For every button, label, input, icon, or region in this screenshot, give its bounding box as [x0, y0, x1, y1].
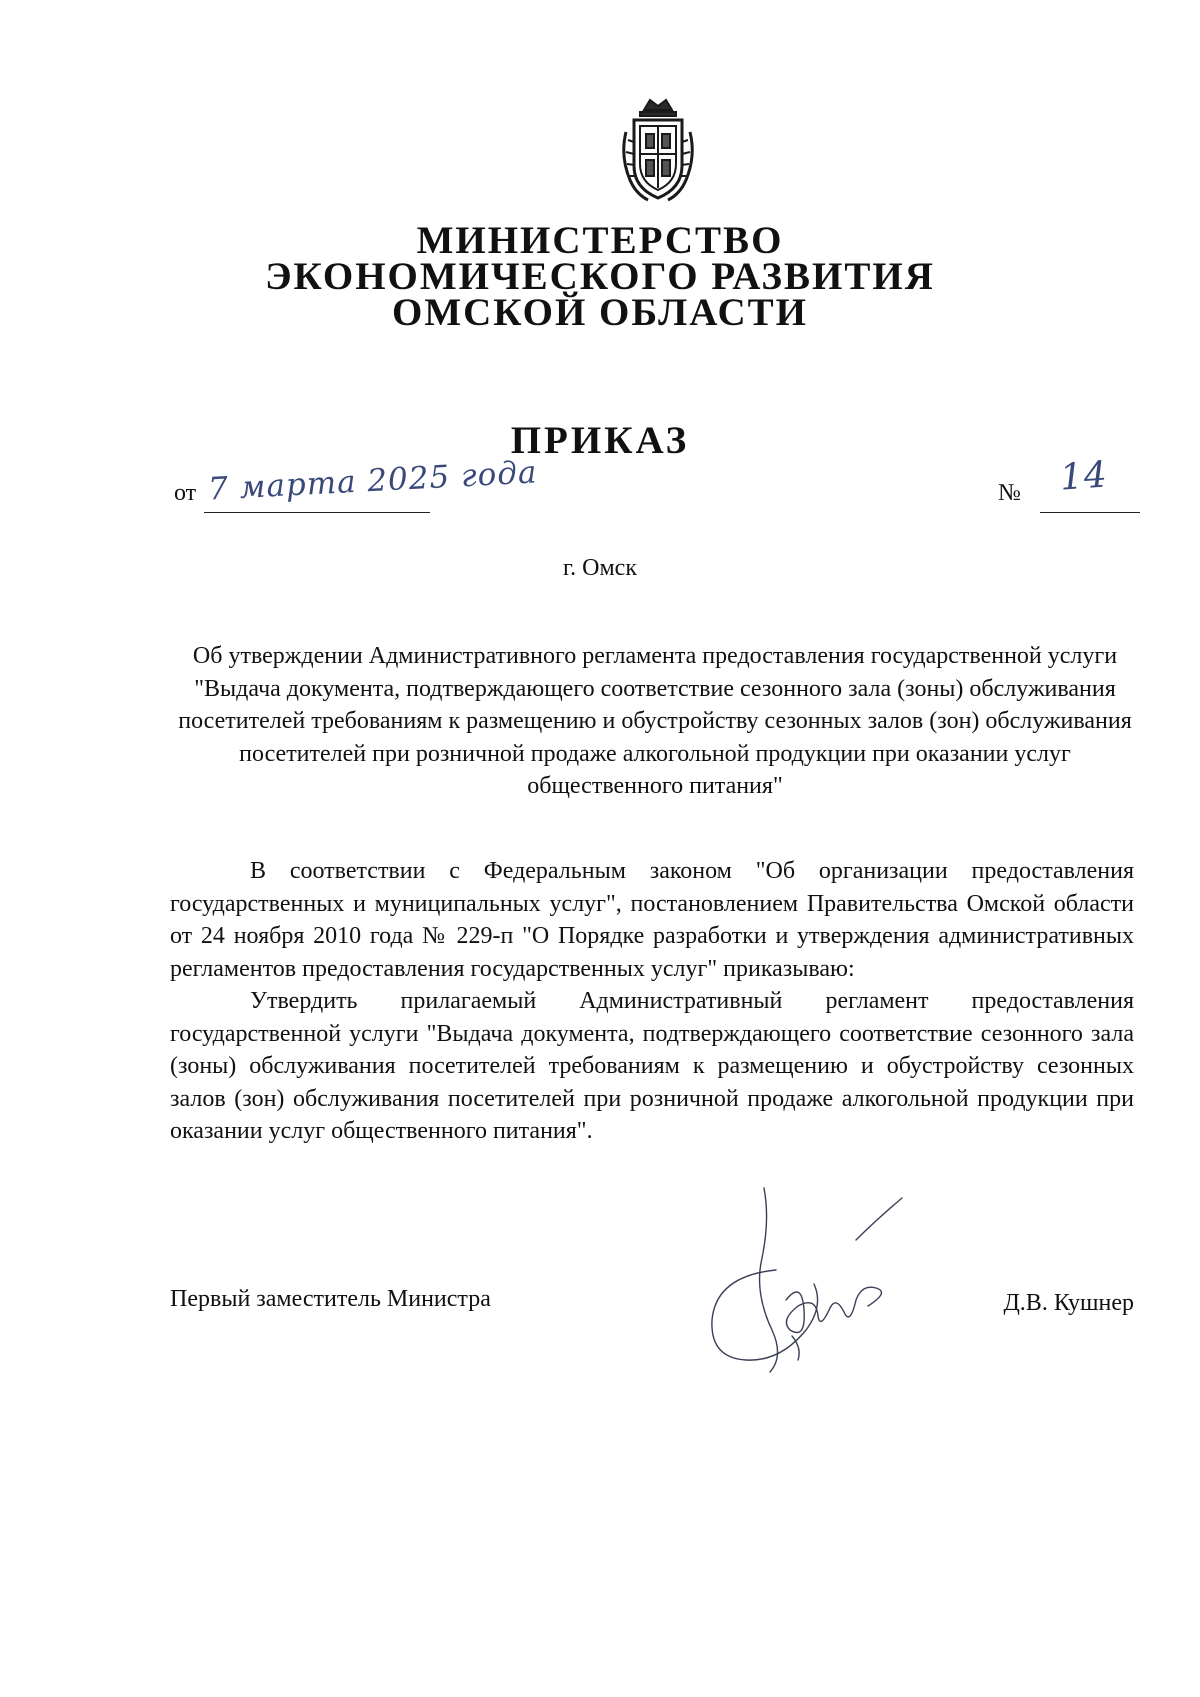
body-paragraph-1: В соответствии с Федеральным законом "Об организации предоставления государственных и муниципальных услуг", постановлением Правительства Омской области от 24 ноября 2010 года № 229-п "О Порядке разработки и утверждения административных регламентов предоставления государственных услуг" приказываю: — [170, 858, 1134, 982]
date-prefix: от — [174, 480, 197, 506]
coat-of-arms-emblem — [614, 96, 702, 204]
order-subject: Об утверждении Административного регламента предоставления государственной услуги "Выдача документа, подтверждающего соответствие сезонного зала (зоны) обслуживания посетителей требованиям к размещению и обустройству сезонных залов (зон) обслуживания посетителей при розничной продаже алкогольной продукции при оказании услуг общественного питания" — [178, 643, 1132, 799]
number-handwritten: 14 — [1058, 454, 1110, 499]
order-number — [998, 454, 1110, 508]
handwritten-signature — [706, 1180, 916, 1376]
number-label: № — [998, 480, 1021, 506]
number-underline — [1040, 512, 1140, 513]
order-date — [174, 454, 539, 508]
order-title: ПРИКАЗ — [510, 419, 690, 462]
ministry-name-line-2: ЭКОНОМИЧЕСКОГО РАЗВИТИЯ — [265, 255, 935, 298]
ministry-name-line-3: ОМСКОЙ ОБЛАСТИ — [392, 291, 808, 334]
ministry-name-line-1: МИНИСТЕРСТВО — [416, 219, 784, 262]
date-underline — [204, 512, 430, 513]
signatory-position: Первый заместитель Министра — [170, 1286, 491, 1312]
body-paragraph-2: Утвердить прилагаемый Административный регламент предоставления государственной услуги "Выдача документа, подтверждающего соответствие сезонного зала (зоны) обслуживания посетителей требованиям к размещению и обустройству сезонных залов (зон) обслуживания посетителей при розничной продаже алкогольной продукции при оказании услуг общественного питания". — [170, 988, 1134, 1144]
city-name: г. Омск — [563, 555, 637, 581]
date-handwritten: 7 марта 2025 года — [207, 454, 539, 508]
signatory-name: Д.В. Кушнер — [1003, 1290, 1134, 1316]
order-body — [170, 855, 1134, 1148]
